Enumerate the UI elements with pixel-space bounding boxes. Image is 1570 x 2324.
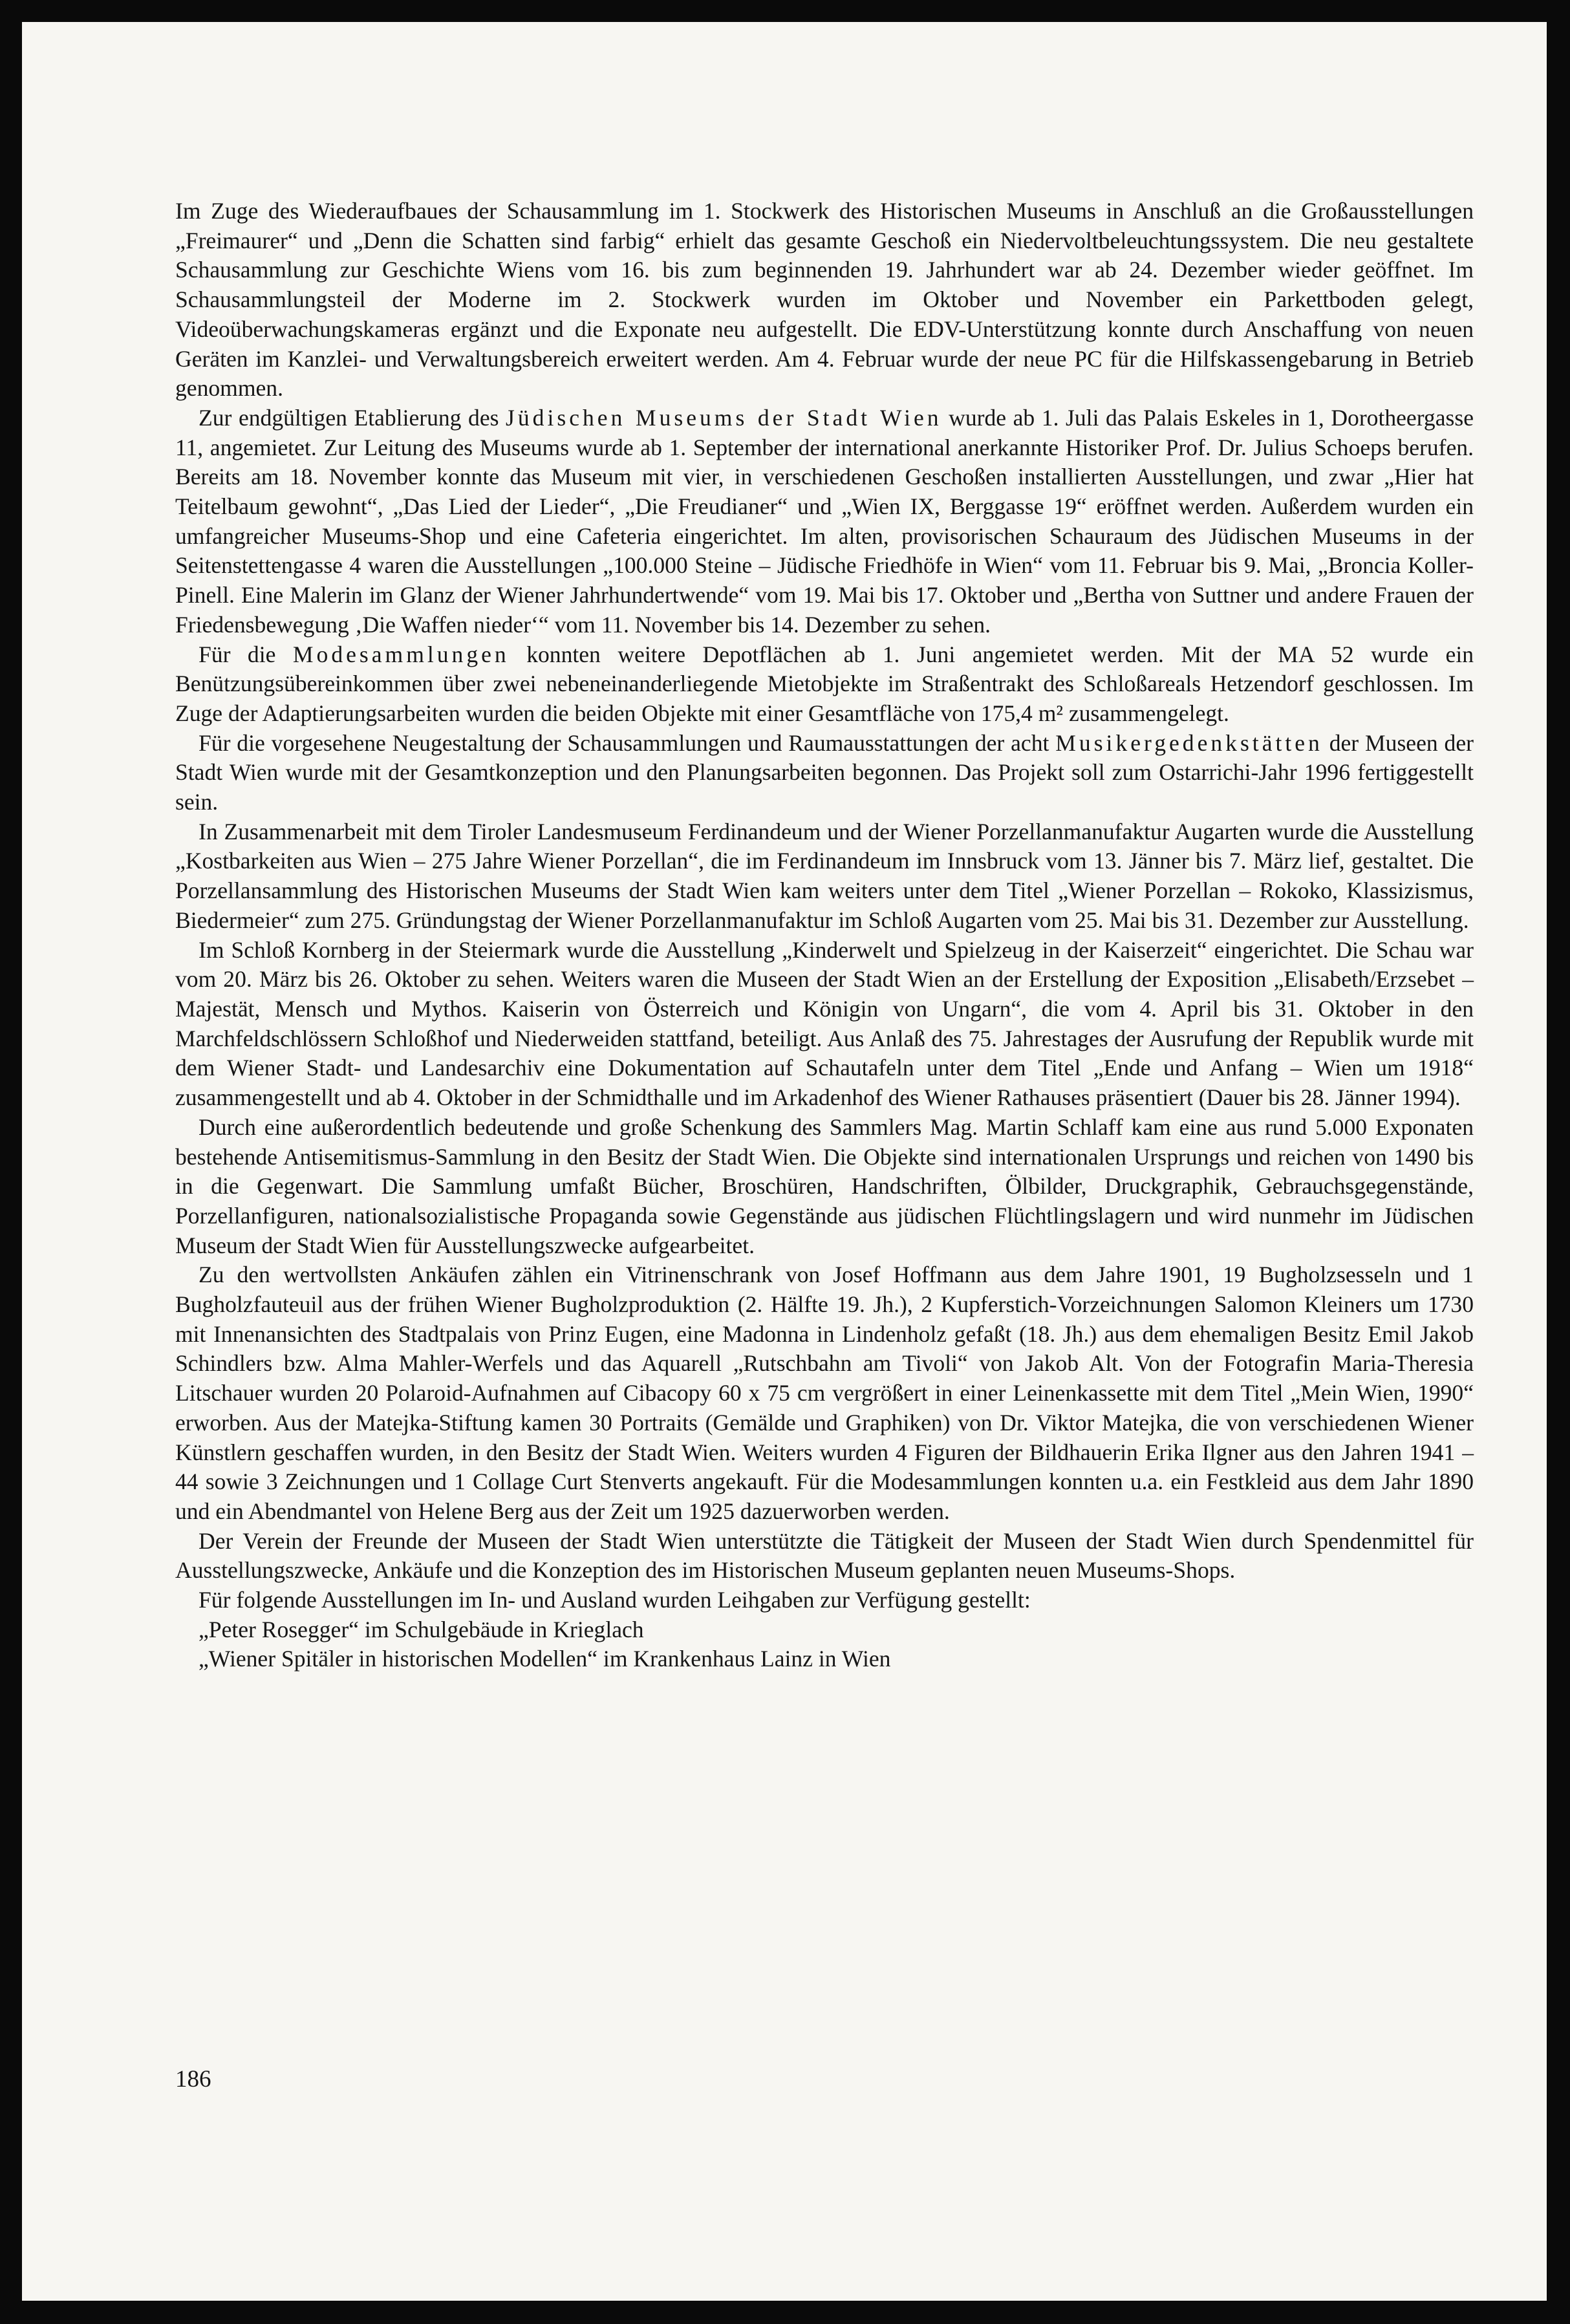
spaced-heading-juedisches-museum: Jüdischen Museums der Stadt Wien [506,404,942,431]
paragraph-6: Im Schloß Kornberg in der Steiermark wurde die Ausstellung „Kinderwelt und Spielzeug in der Kaiserzeit“ eingerichtet. Die Schau war vom 20. März bis 26. Oktober zu sehen. Weiters waren die Museen der Stadt Wien an der Erstellung der Exposition „Elisabeth/Erzsebet – Majestät, Mensch und Mythos. Kaiserin von Österreich und Königin von Ungarn“, die vom 4. April bis 31. Oktober in den Marchfeldschlössern Schloßhof und Niederweiden stattfand, beteiligt. Aus Anlaß des 75. Jahrestages der Ausrufung der Republik wurde mit dem Wiener Stadt- und Landesarchiv eine Dokumentation auf Schautafeln unter dem Titel „Ende und Anfang – Wien um 1918“ zusammengestellt und ab 4. Oktober in der Schmidthalle und im Arkadenhof des Wiener Rathauses präsentiert (Dauer bis 28. Jänner 1994). [175,936,1474,1111]
paragraph-10: Für folgende Ausstellungen im In- und Ausland wurden Leihgaben zur Verfügung gestellt: [199,1587,1031,1613]
paragraph-1: Im Zuge des Wiederaufbaues der Schausammlung im 1. Stockwerk des Historischen Museums in Anschluß an die Großausstellungen „Freimaurer“ und „Denn die Schatten sind farbig“ erhielt das gesamte Geschoß ein Niedervoltbeleuchtungssystem. Die neu gestaltete Schausammlung zur Geschichte Wiens vom 16. bis zum beginnenden 19. Jahrhundert war ab 24. Dezember wieder geöffnet. Im Schausammlungsteil der Moderne im 2. Stockwerk wurden im Oktober und November ein Parkettboden gelegt, Videoüberwachungskameras ergänzt und die Exponate neu aufgestellt. Die EDV-Unterstützung konnte durch Anschaffung von neuen Geräten im Kanzlei- und Verwaltungsbereich erweitert werden. Am 4. Februar wurde der neue PC für die Hilfskassengebarung in Betrieb genommen. [175,198,1474,402]
spaced-heading-musikergedenkstaetten: Musikergedenkstätten [1055,729,1323,756]
paragraph-8: Zu den wertvollsten Ankäufen zählen ein Vitrinenschrank von Josef Hoffmann aus dem Jahre 1901, 19 Bugholzsesseln und 1 Bugholzfauteuil aus der frühen Wiener Bugholzproduktion (2. Hälfte 19. Jh.), 2 Kupferstich-Vorzeichnungen Salomon Kleiners um 1730 mit Innenansichten des Stadtpalais von Prinz Eugen, eine Madonna in Lindenholz gefaßt (18. Jh.) aus dem ehemaligen Besitz Emil Jakob Schindlers bzw. Alma Mahler-Werfels und das Aquarell „Rutschbahn am Tivoli“ von Jakob Alt. Von der Fotografin Maria-Theresia Litschauer wurden 20 Polaroid-Aufnahmen auf Cibacopy 60 x 75 cm vergrößert in einer Leinenkassette mit dem Titel „Mein Wien, 1990“ erworben. Aus der Matejka-Stiftung kamen 30 Portraits (Gemälde und Graphiken) von Dr. Viktor Matejka, die von verschiedenen Wiener Künstlern geschaffen wurden, in den Besitz der Stadt Wien. Weiters wurden 4 Figuren der Bildhauerin Erika Ilgner aus den Jahren 1941 – 44 sowie 3 Zeichnungen und 1 Collage Curt Stenverts angekauft. Für die Modesammlungen konnten u.a. ein Festkleid aus dem Jahr 1890 und ein Abendmantel von Helene Berg aus der Zeit um 1925 dazuerworben werden. [175,1262,1474,1524]
paragraph-2: Zur endgültigen Etablierung des Jüdischen Museums der Stadt Wien wurde ab 1. Juli das Palais Eskeles in 1, Dorotheergasse 11, angemietet. Zur Leitung des Museums wurde ab 1. September der international anerkannte Historiker Prof. Dr. Julius Schoeps berufen. Bereits am 18. November konnte das Museum mit vier, in verschiedenen Geschoßen installierten Ausstellungen, und zwar „Hier hat Teitelbaum gewohnt“, „Das Lied der Lieder“, „Die Freudianer“ und „Wien IX, Berggasse 19“ eröffnet werden. Außerdem wurden ein umfangreicher Museums-Shop und eine Cafeteria eingerichtet. Im alten, provisorischen Schauraum des Jüdischen Museums in der Seitenstettengasse 4 waren die Ausstellungen „100.000 Steine – Jüdische Friedhöfe in Wien“ vom 11. Februar bis 9. Mai, „Broncia Koller-Pinell. Eine Malerin im Glanz der Wiener Jahrhundertwende“ vom 19. Mai bis 17. Oktober und „Bertha von Suttner und andere Frauen der Friedensbewegung ‚Die Waffen nieder‘“ vom 11. November bis 14. Dezember zu sehen. [175,404,1474,638]
page-number: 186 [175,2066,211,2093]
body-text [175,197,1474,1674]
spaced-heading-modesammlungen: Modesammlungen [292,641,510,667]
paragraph-3: Für die Modesammlungen konnten weitere Depotflächen ab 1. Juni angemietet werden. Mit der MA 52 wurde ein Benützungsübereinkommen über zwei nebeneinanderliegende Mietobjekte im Straßentrakt des Schloßareals Hetzendorf geschlossen. Im Zuge der Adaptierungsarbeiten wurden die beiden Objekte mit einer Gesamtfläche von 175,4 m² zusammengelegt. [175,641,1474,726]
paragraph-9: Der Verein der Freunde der Museen der Stadt Wien unterstützte die Tätigkeit der Museen der Stadt Wien durch Spendenmittel für Ausstellungszwecke, Ankäufe und die Konzeption des im Historischen Museum geplanten neuen Museums-Shops. [175,1527,1474,1584]
document-page [22,22,1547,2301]
paragraph-4: Für die vorgesehene Neugestaltung der Schausammlungen und Raumausstattungen der acht Musikergedenkstätten der Museen der Stadt Wien wurde mit der Gesamtkonzeption und den Planungsarbeiten begonnen. Das Projekt soll zum Ostarrichi-Jahr 1996 fertiggestellt sein. [175,729,1474,815]
paragraph-7: Durch eine außerordentlich bedeutende und große Schenkung des Sammlers Mag. Martin Schlaff kam eine aus rund 5.000 Exponaten bestehende Antisemitismus-Sammlung in den Besitz der Stadt Wien. Die Objekte sind internationalen Ursprungs und reichen von 1490 bis in die Gegenwart. Die Sammlung umfaßt Bücher, Broschüren, Handschriften, Ölbilder, Druckgraphik, Gebrauchsgegenstände, Porzellanfiguren, nationalsozialistische Propaganda sowie Gegenstände aus jüdischen Flüchtlingslagern und wird nunmehr im Jüdischen Museum der Stadt Wien für Ausstellungszwecke aufgearbeitet. [175,1114,1474,1258]
list-item: „Peter Rosegger“ im Schulgebäude in Krieglach [199,1616,644,1642]
paragraph-5: In Zusammenarbeit mit dem Tiroler Landesmuseum Ferdinandeum und der Wiener Porzellanmanufaktur Augarten wurde die Ausstellung „Kostbarkeiten aus Wien – 275 Jahre Wiener Porzellan“, die im Ferdinandeum im Innsbruck vom 13. Jänner bis 7. März lief, gestaltet. Die Porzellansammlung des Historischen Museums der Stadt Wien kam weiters unter dem Titel „Wiener Porzellan – Rokoko, Klassizismus, Biedermeier“ zum 275. Gründungstag der Wiener Porzellanmanufaktur im Schloß Augarten vom 25. Mai bis 31. Dezember zur Ausstellung. [175,818,1474,933]
list-item: „Wiener Spitäler in historischen Modellen“ im Krankenhaus Lainz in Wien [199,1646,891,1672]
